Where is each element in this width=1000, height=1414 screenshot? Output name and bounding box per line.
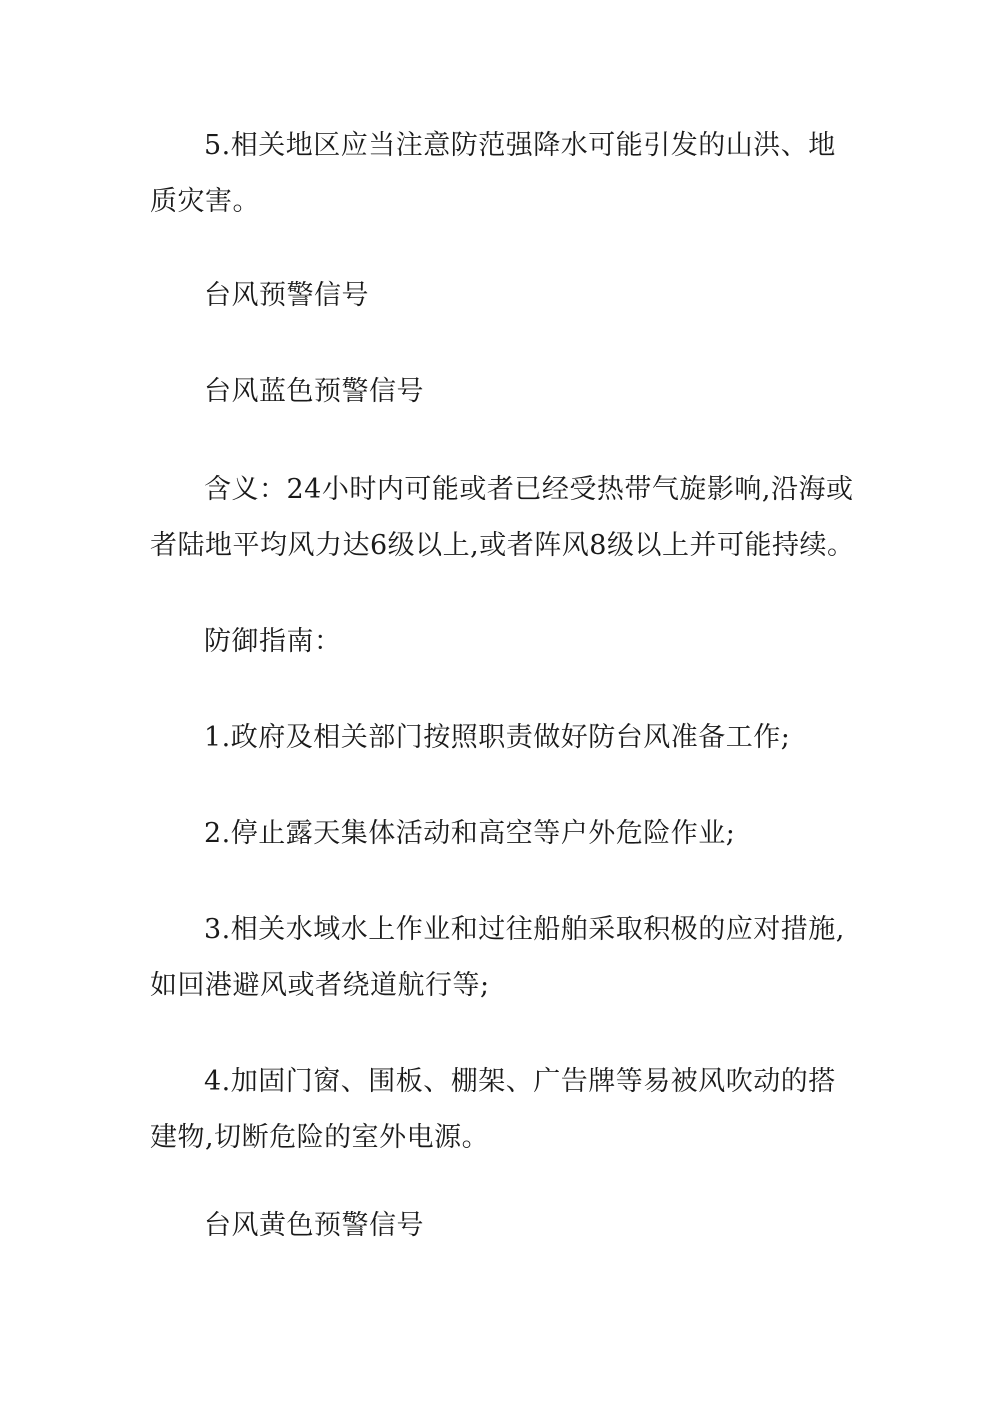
- guide-item-4: 4.加固门窗、围板、棚架、广告牌等易被风吹动的搭建物,切断危险的室外电源。: [150, 1066, 836, 1153]
- guide-item-3: 3.相关水域水上作业和过往船舶采取积极的应对措施,如回港避风或者绕道航行等;: [150, 914, 845, 1001]
- guide-item-1: 1.政府及相关部门按照职责做好防台风准备工作;: [204, 722, 791, 753]
- heading-typhoon-yellow: 台风黄色预警信号: [204, 1210, 424, 1241]
- paragraph-blue-meaning: 含义：24小时内可能或者已经受热带气旋影响,沿海或者陆地平均风力达6级以上,或者阵风8级以上并可能持续。: [150, 474, 855, 561]
- heading-defense-guide: 防御指南：: [204, 626, 342, 657]
- heading-typhoon-signal: 台风预警信号: [204, 280, 369, 311]
- paragraph-flood-hazard: 5.相关地区应当注意防范强降水可能引发的山洪、地质灾害。: [150, 130, 836, 217]
- guide-item-2: 2.停止露天集体活动和高空等户外危险作业;: [204, 818, 736, 849]
- heading-typhoon-blue: 台风蓝色预警信号: [204, 376, 424, 407]
